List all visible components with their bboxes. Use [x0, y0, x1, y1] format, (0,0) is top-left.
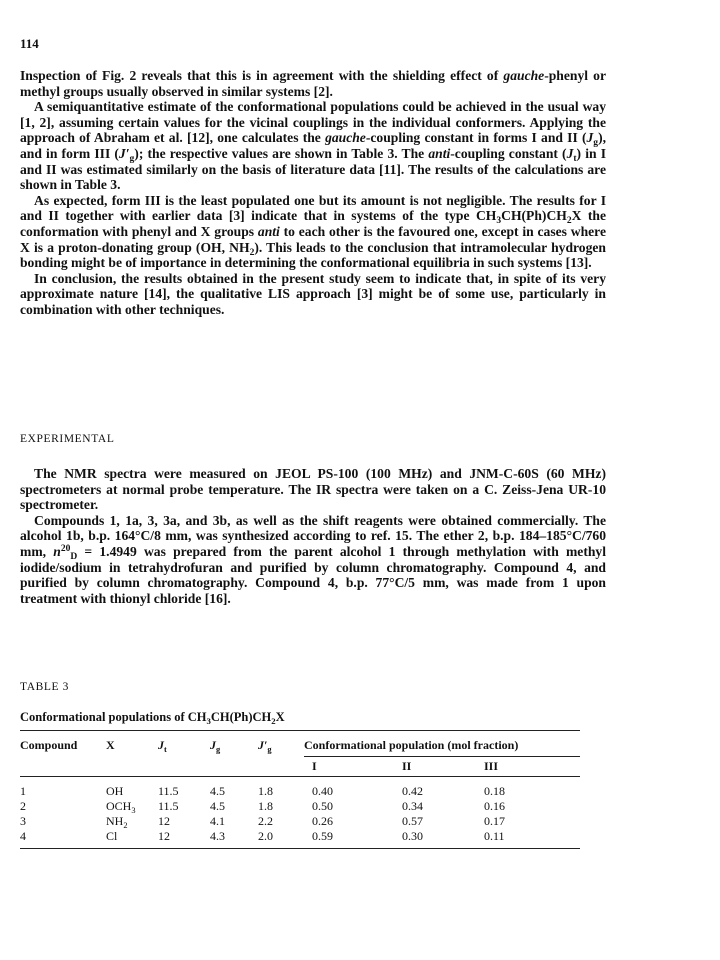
table-header-rule: [20, 776, 580, 777]
header-compound: Compound: [20, 738, 78, 752]
table-cell-p2: 0.30: [402, 829, 423, 843]
table-cell-jg: 4.5: [210, 799, 225, 813]
paragraph: In conclusion, the results obtained in the present study seem to indicate that, in spite of its very approximate nature [14], the qualitative LIS approach [3] might be of some use, particularly in combination with other techniques.: [20, 270, 606, 317]
table-cell-jpg: 2.0: [258, 829, 273, 843]
table-cell-compound: 1: [20, 784, 26, 798]
discussion-text: [20, 68, 606, 318]
header-jpg: $J'_g$: [258, 738, 272, 754]
table-cell-p1: 0.59: [312, 829, 333, 843]
paragraph: Compounds 1, 1a, 3, 3a, and 3b, as well as the shift reagents were obtained commercially. The alcohol 1b, b.p. 164°C/8 mm, was synthesized according to ref. 15. The ether 2, b.p. 184–185°C/760 mm, $n^{20}_D = 1.4949$ was prepared from the parent alcohol 1 through methylation with methyl iodide/sodium in tetrahydrofuran and purified by column chromatography. Compound 4, and purified by column chromatography. Compound 4, b.p. 77°C/5 mm, was made from 1 upon treatment with thionyl chloride [16].: [20, 512, 606, 606]
table-cell-compound: 2: [20, 799, 26, 813]
table-cell-jt: 12: [158, 829, 170, 843]
header-jt: $J_t$: [158, 738, 167, 754]
table-cell-p1: 0.26: [312, 814, 333, 828]
table-cell-x: Cl: [106, 829, 118, 843]
table-cell-jpg: 1.8: [258, 799, 273, 813]
paragraph: A semiquantitative estimate of the conformational populations could be achieved in the usual way [1, 2], assuming certain values for the vicinal couplings in the individual conformers. Applying the approach of Abraham et al. [12], one calculates the gauche-coupling constant in forms I and II $(J_g)$, and in form III $(J'_g)$; the respective values are shown in Table 3. The anti-coupling constant $(J_t)$ in I and II was estimated similarly on the basis of literature data [11]. The results of the calculations are shown in Table 3.: [20, 99, 606, 193]
experimental-text: [20, 466, 606, 606]
table-label: TABLE 3: [20, 681, 69, 693]
table-cell-p2: 0.57: [402, 814, 423, 828]
page-number: 114: [20, 36, 39, 51]
table-cell-p3: 0.18: [484, 784, 505, 798]
table-cell-compound: 4: [20, 829, 26, 843]
table-subheader-rule: [304, 756, 580, 757]
table-cell-p2: 0.34: [402, 799, 423, 813]
paragraph: As expected, form III is the least populated one but its amount is not negligible. The results for I and II together with earlier data [3] indicate that in systems of the type $CH_3CH(Ph)CH_2X$ the conformation with phenyl and X groups anti to each other is the favoured one, except in cases where X is a proton-donating group (OH, $NH_2$). This leads to the conclusion that intramolecular hydrogen bonding might be of importance in determining the conformational equilibria in such systems [13].: [20, 192, 607, 271]
table-cell-jt: 11.5: [158, 799, 179, 813]
header-jg: $J_g$: [210, 738, 221, 754]
table-cell-p3: 0.17: [484, 814, 505, 828]
table-cell-jg: 4.3: [210, 829, 225, 843]
table-cell-jg: 4.1: [210, 814, 225, 828]
table-cell-x: $NH_2$: [106, 814, 128, 830]
table-cell-x: $OCH_3$: [106, 799, 136, 815]
table-cell-p3: 0.16: [484, 799, 505, 813]
table-cell-jpg: 1.8: [258, 784, 273, 798]
table-top-rule: [20, 730, 580, 731]
header-population: Conformational population (mol fraction): [304, 738, 519, 752]
paragraph: Inspection of Fig. 2 reveals that this is in agreement with the shielding effect of gauche-phenyl or methyl groups usually observed in similar systems [2].: [20, 68, 606, 99]
header-form-i: I: [312, 759, 317, 773]
table-cell-jpg: 2.2: [258, 814, 273, 828]
header-form-iii: III: [484, 759, 499, 773]
table-cell-jt: 11.5: [158, 784, 179, 798]
header-form-ii: II: [402, 759, 412, 773]
paragraph: The NMR spectra were measured on JEOL PS-100 (100 MHz) and JNM-C-60S (60 MHz) spectrometers at normal probe temperature. The IR spectra were taken on a C. Zeiss-Jena UR-10 spectrometer.: [20, 466, 606, 513]
table-cell-p1: 0.50: [312, 799, 333, 813]
table-bottom-rule: [20, 848, 580, 849]
table-cell-x: OH: [106, 784, 124, 798]
table-cell-compound: 3: [20, 814, 26, 828]
table-caption: Conformational populations of $CH_3CH(Ph)CH_2X$: [20, 710, 285, 726]
table-cell-jt: 12: [158, 814, 170, 828]
section-heading: EXPERIMENTAL: [20, 433, 115, 445]
header-x: X: [106, 738, 115, 752]
table-cell-p3: 0.11: [484, 829, 505, 843]
table-cell-p2: 0.42: [402, 784, 423, 798]
table-cell-p1: 0.40: [312, 784, 333, 798]
table-cell-jg: 4.5: [210, 784, 225, 798]
